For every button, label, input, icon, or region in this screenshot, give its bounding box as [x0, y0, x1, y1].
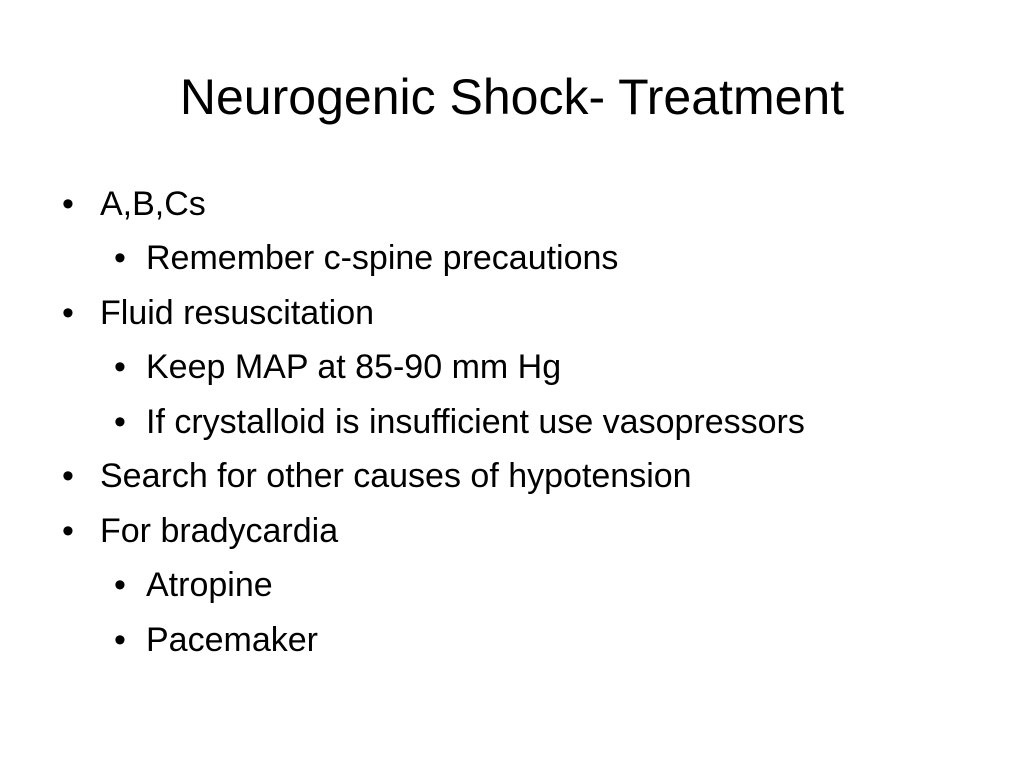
list-item-text: Keep MAP at 85-90 mm Hg — [146, 348, 562, 387]
list-item — [62, 395, 1002, 450]
bullet-icon: • — [114, 402, 126, 441]
bullet-list — [62, 177, 1002, 668]
list-item-text: Fluid resuscitation — [100, 293, 375, 332]
list-item — [62, 341, 1002, 396]
bullet-icon: • — [114, 620, 126, 659]
list-item-text: Remember c-spine precautions — [146, 239, 619, 278]
bullet-icon: • — [114, 348, 126, 387]
list-item — [62, 559, 1002, 614]
list-item — [62, 232, 1002, 287]
bullet-icon: • — [114, 239, 126, 278]
list-item-text: If crystalloid is insufficient use vasopressors — [146, 402, 805, 441]
list-item — [62, 177, 1002, 232]
list-item — [62, 613, 1002, 668]
list-item-text: Pacemaker — [146, 620, 318, 659]
bullet-icon: • — [62, 511, 74, 550]
bullet-icon: • — [114, 566, 126, 605]
list-item-text: For bradycardia — [100, 511, 339, 550]
list-item-text: Atropine — [146, 566, 273, 605]
list-item-text: Search for other causes of hypotension — [100, 457, 692, 496]
bullet-icon: • — [62, 184, 74, 223]
list-item-text: A,B,Cs — [100, 184, 206, 223]
list-item — [62, 504, 1002, 559]
bullet-icon: • — [62, 293, 74, 332]
slide-title: Neurogenic Shock- Treatment — [179, 69, 845, 125]
list-item — [62, 450, 1002, 505]
bullet-icon: • — [62, 457, 74, 496]
list-item — [62, 286, 1002, 341]
